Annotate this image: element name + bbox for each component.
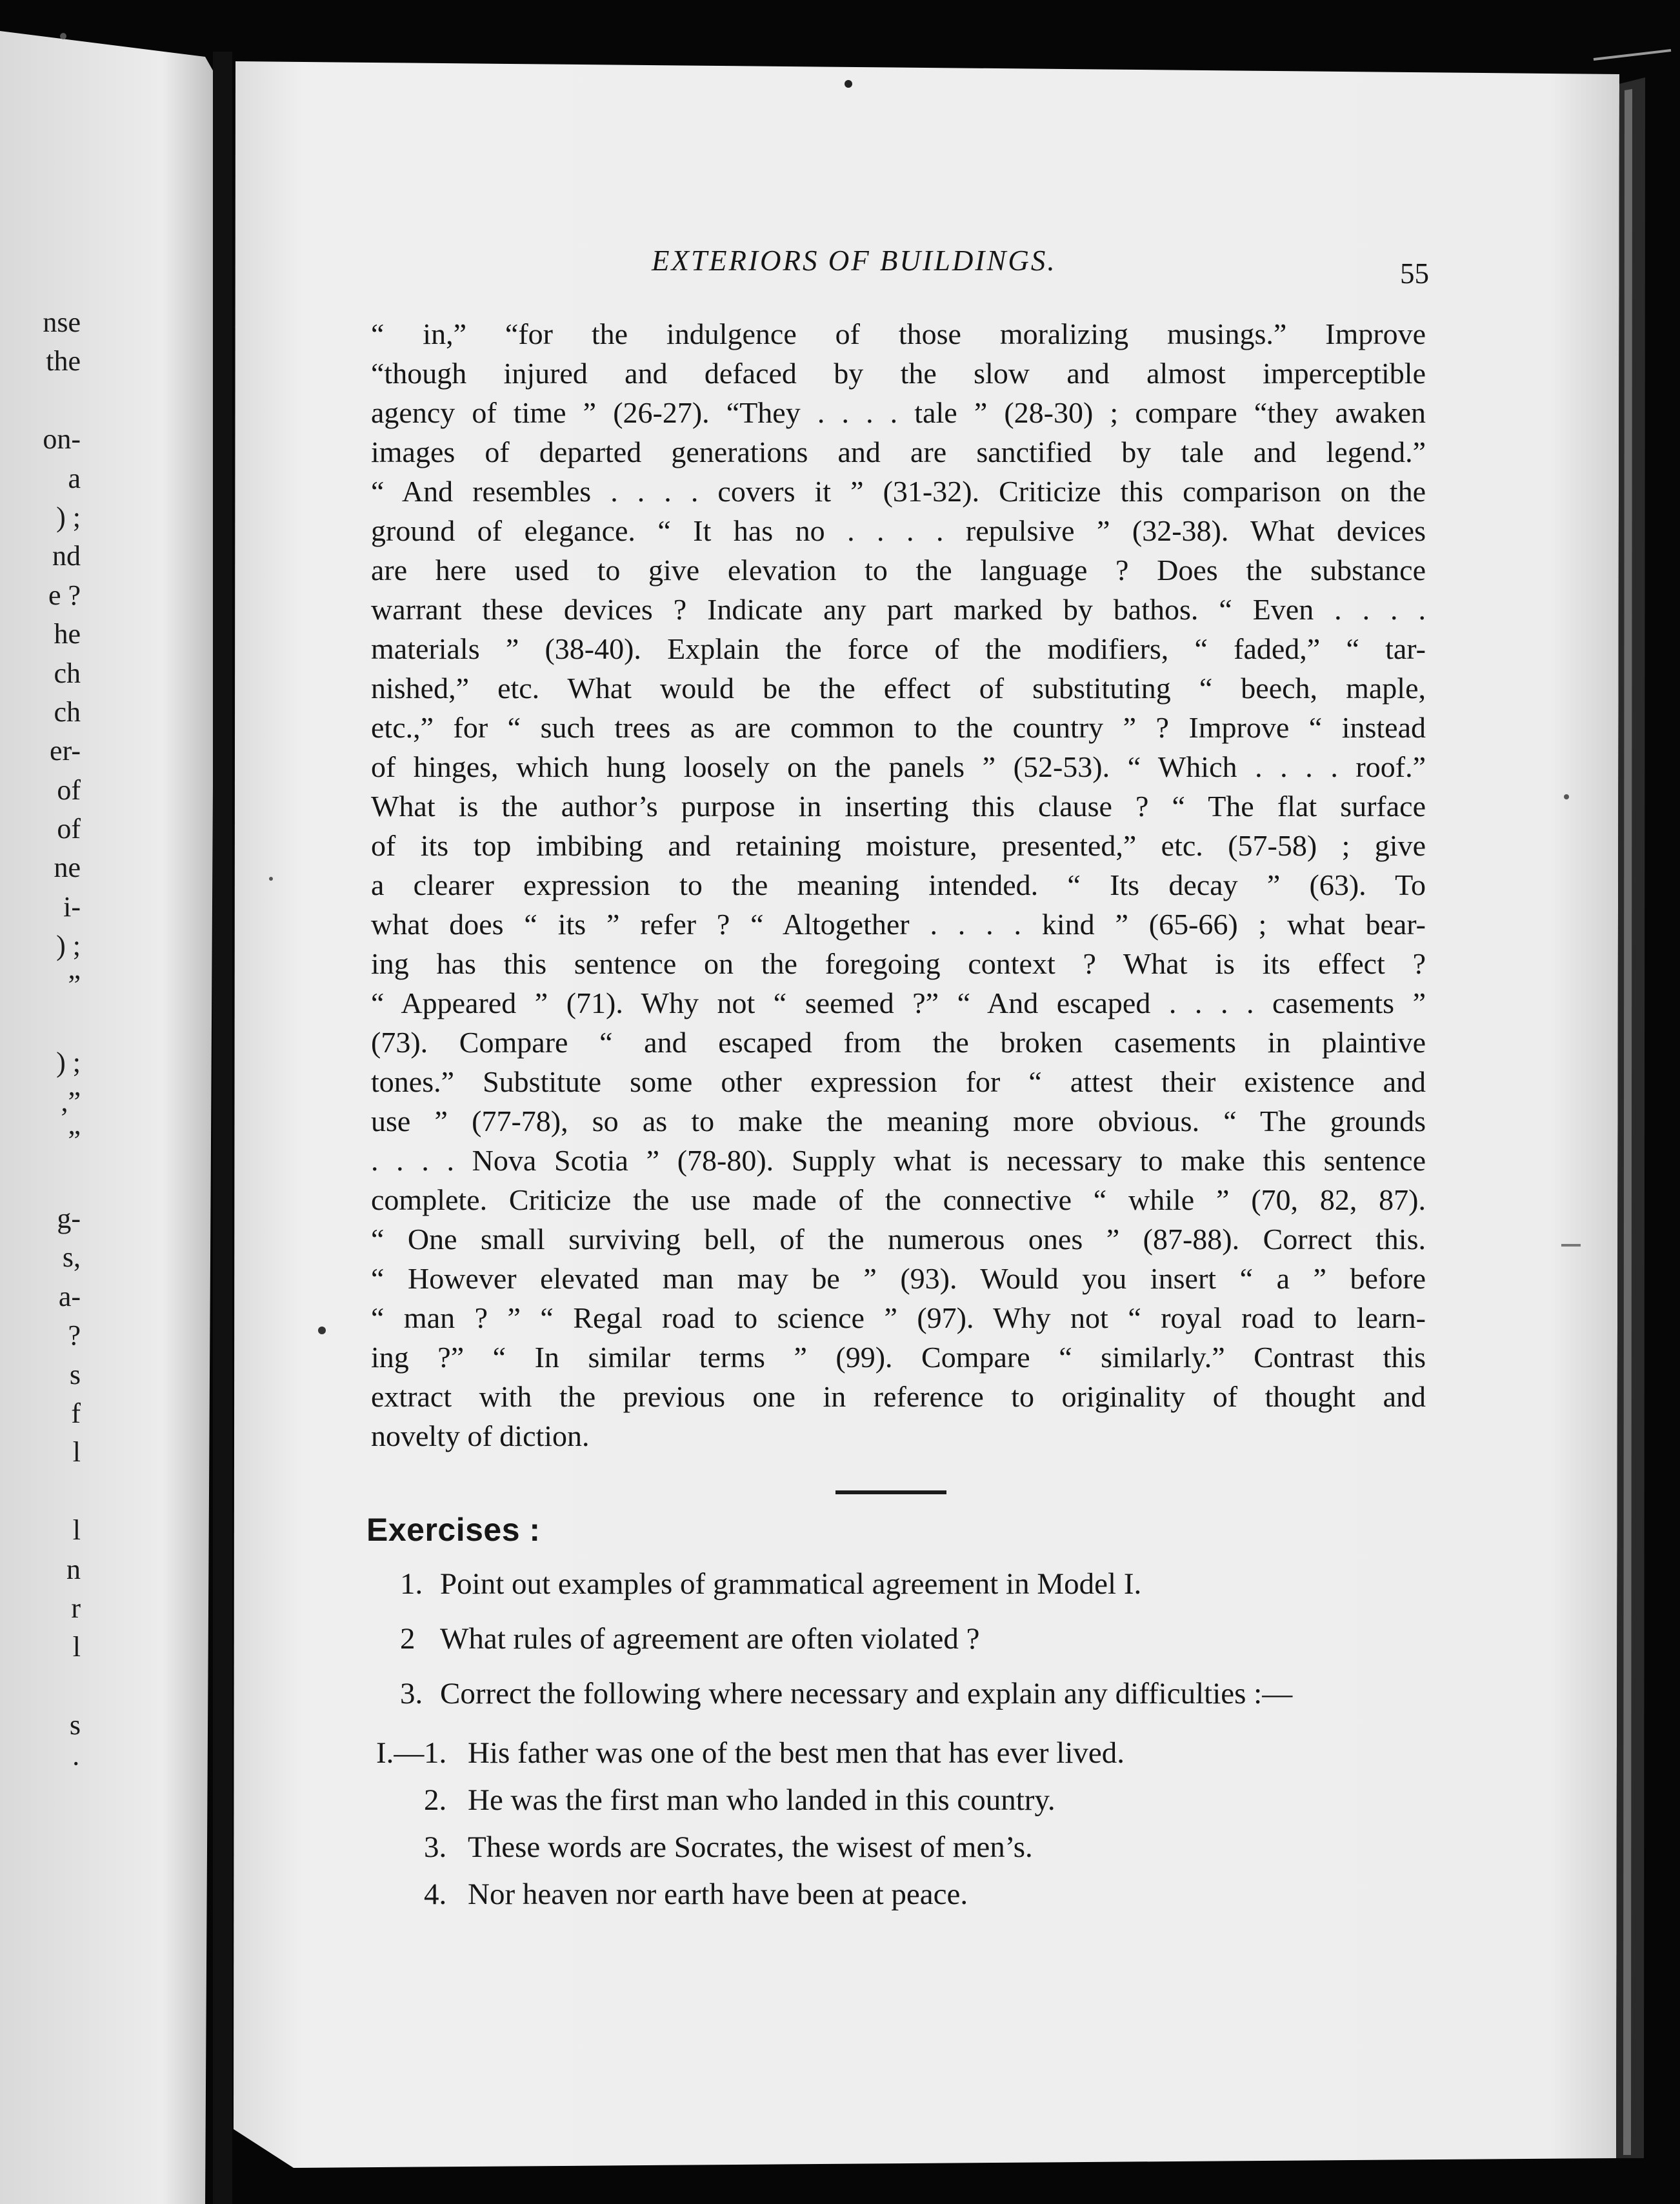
fragment-line: ? [68, 1319, 81, 1352]
exercise-sentence [424, 1736, 1125, 1770]
fragment-line: on- [43, 423, 81, 456]
text-line: complete. Criticize the use made of the connective “ while ” (70, 82, 87). [371, 1183, 1426, 1216]
text-line: materials ” (38-40). Explain the force of the modifiers, “ faded,” “ tar- [371, 632, 1426, 665]
fragment-line: a- [58, 1280, 81, 1312]
text-line: “ Appeared ” (71). Why not “ seemed ?” “ And escaped . . . . casements ” [371, 987, 1426, 1019]
text-line: . . . . Nova Scotia ” (78-80). Supply what is necessary to make this sentence [371, 1144, 1426, 1177]
sentence-text: These words are Socrates, the wisest of men’s. [468, 1830, 1033, 1864]
fragment-line: ne [54, 852, 81, 884]
exercise-text: Point out examples of grammatical agreement in Model I. [440, 1567, 1142, 1601]
text-line: warrant these devices ? Indicate any part marked by bathos. “ Even . . . . [371, 593, 1426, 626]
sentence-number: 3. [424, 1830, 447, 1864]
text-line: “ And resembles . . . . covers it ” (31-32). Criticize this comparison on the [371, 475, 1426, 508]
fragment-line: he [54, 618, 81, 650]
exercise-number: 2 [400, 1622, 415, 1656]
exercise-sentence [424, 1877, 968, 1912]
text-line: “though injured and defaced by the slow and almost imperceptible [371, 357, 1426, 390]
fragment-line: nd [52, 540, 81, 572]
fragment-line: s [69, 1358, 81, 1390]
fragment-line: s [69, 1709, 81, 1741]
text-line: “ However elevated man may be ” (93). Would you insert “ a ” before [371, 1262, 1426, 1295]
text-line: extract with the previous one in reference to originality of thought and [371, 1380, 1426, 1413]
running-head: EXTERIORS OF BUILDINGS. [652, 245, 1057, 277]
sentence-text: He was the first man who landed in this country. [468, 1783, 1055, 1817]
sentence-number: 2. [424, 1783, 447, 1817]
text-line: etc.,” for “ such trees as are common to the country ” ? Improve “ instead [371, 711, 1426, 744]
fragment-line: of [57, 774, 81, 806]
fragment-line: l [72, 1436, 81, 1468]
text-line: What is the author’s purpose in inserting this clause ? “ The flat surface [371, 790, 1426, 823]
fragment-line: er- [50, 735, 81, 767]
fragment-line: l [72, 1631, 81, 1663]
fragment-line: a [68, 462, 81, 494]
fragment-line: i- [63, 890, 81, 923]
exercise-text: Correct the following where necessary and explain any difficulties :— [440, 1677, 1293, 1710]
exercise-number: 1. [400, 1567, 423, 1601]
text-line: use ” (77-78), so as to make the meaning more obvious. “ The grounds [371, 1105, 1426, 1137]
fragment-line: f [71, 1397, 81, 1429]
fragment-line: s, [62, 1241, 81, 1274]
fragment-line: ) ; [56, 501, 81, 533]
exercise-text: What rules of agreement are often violated ? [440, 1622, 980, 1656]
fragment-line: · [71, 1748, 81, 1780]
exercise-number: 3. [400, 1677, 423, 1710]
sentence-number: 1. [424, 1736, 447, 1770]
text-line: of its top imbibing and retaining moisture, presented,” etc. (57-58) ; give [371, 829, 1426, 862]
fragment-line: g- [57, 1202, 81, 1234]
text-line: “ man ? ” “ Regal road to science ” (97). Why not “ royal road to learn- [371, 1301, 1426, 1334]
exercise-sentence [424, 1783, 1055, 1818]
exercise-item [400, 1676, 1292, 1711]
text-line: (73). Compare “ and escaped from the broken casements in plaintive [371, 1026, 1426, 1059]
fragment-line: ) ; [56, 1047, 81, 1079]
exercise-sentence [424, 1830, 1033, 1865]
text-line: images of departed generations and are sanctified by tale and legend.” [371, 436, 1426, 468]
fragment-line: ” [68, 968, 81, 1001]
sentence-number: 4. [424, 1878, 447, 1911]
text-line: are here used to give elevation to the language ? Does the substance [371, 554, 1426, 586]
fragment-line: ,” [61, 1085, 81, 1117]
text-line: ing ?” “ In similar terms ” (99). Compare “ similarly.” Contrast this [371, 1341, 1426, 1374]
fragment-line: of [57, 813, 81, 845]
fragment-line: n [66, 1553, 81, 1585]
text-line: “ One small surviving bell, of the numerous ones ” (87-88). Correct this. [371, 1223, 1426, 1256]
fragment-line: the [46, 345, 81, 377]
text-line: what does “ its ” refer ? “ Altogether . . . . kind ” (65-66) ; what bear- [371, 908, 1426, 941]
sentence-text: His father was one of the best men that has ever lived. [468, 1736, 1125, 1770]
exercise-item [400, 1621, 979, 1656]
body-text [371, 314, 1426, 1456]
fragment-line: ” [68, 1125, 81, 1157]
section-divider [835, 1490, 946, 1494]
fragment-line: ) ; [56, 930, 81, 962]
page-number: 55 [1400, 257, 1429, 290]
exercises-heading: Exercises : [366, 1512, 541, 1548]
fragment-line: nse [43, 306, 81, 338]
exercise-item [400, 1567, 1141, 1601]
fragment-line: l [72, 1514, 81, 1547]
fragment-line: ch [54, 696, 81, 728]
text-line: agency of time ” (26-27). “They . . . . tale ” (28-30) ; compare “they awaken [371, 396, 1426, 429]
text-line: ground of elegance. “ It has no . . . . repulsive ” (32-38). What devices [371, 514, 1426, 547]
text-line: “ in,” “for the indulgence of those moralizing musings.” Improve [371, 317, 1426, 350]
text-line: tones.” Substitute some other expression for “ attest their existence and [371, 1065, 1426, 1098]
text-line: a clearer expression to the meaning intended. “ Its decay ” (63). To [371, 868, 1426, 901]
sentence-text: Nor heaven nor earth have been at peace. [468, 1878, 968, 1911]
fragment-line: e ? [48, 579, 81, 611]
text-line: novelty of diction. [371, 1419, 590, 1452]
fragment-line: r [71, 1592, 81, 1624]
fragment-line: ch [54, 657, 81, 689]
text-line: nished,” etc. What would be the effect of substituting “ beech, maple, [371, 672, 1426, 705]
text-line: ing has this sentence on the foregoing context ? What is its effect ? [371, 947, 1426, 980]
text-line: of hinges, which hung loosely on the panels ” (52-53). “ Which . . . . roof.” [371, 750, 1426, 783]
exercise-group-label: I.— [376, 1736, 425, 1770]
